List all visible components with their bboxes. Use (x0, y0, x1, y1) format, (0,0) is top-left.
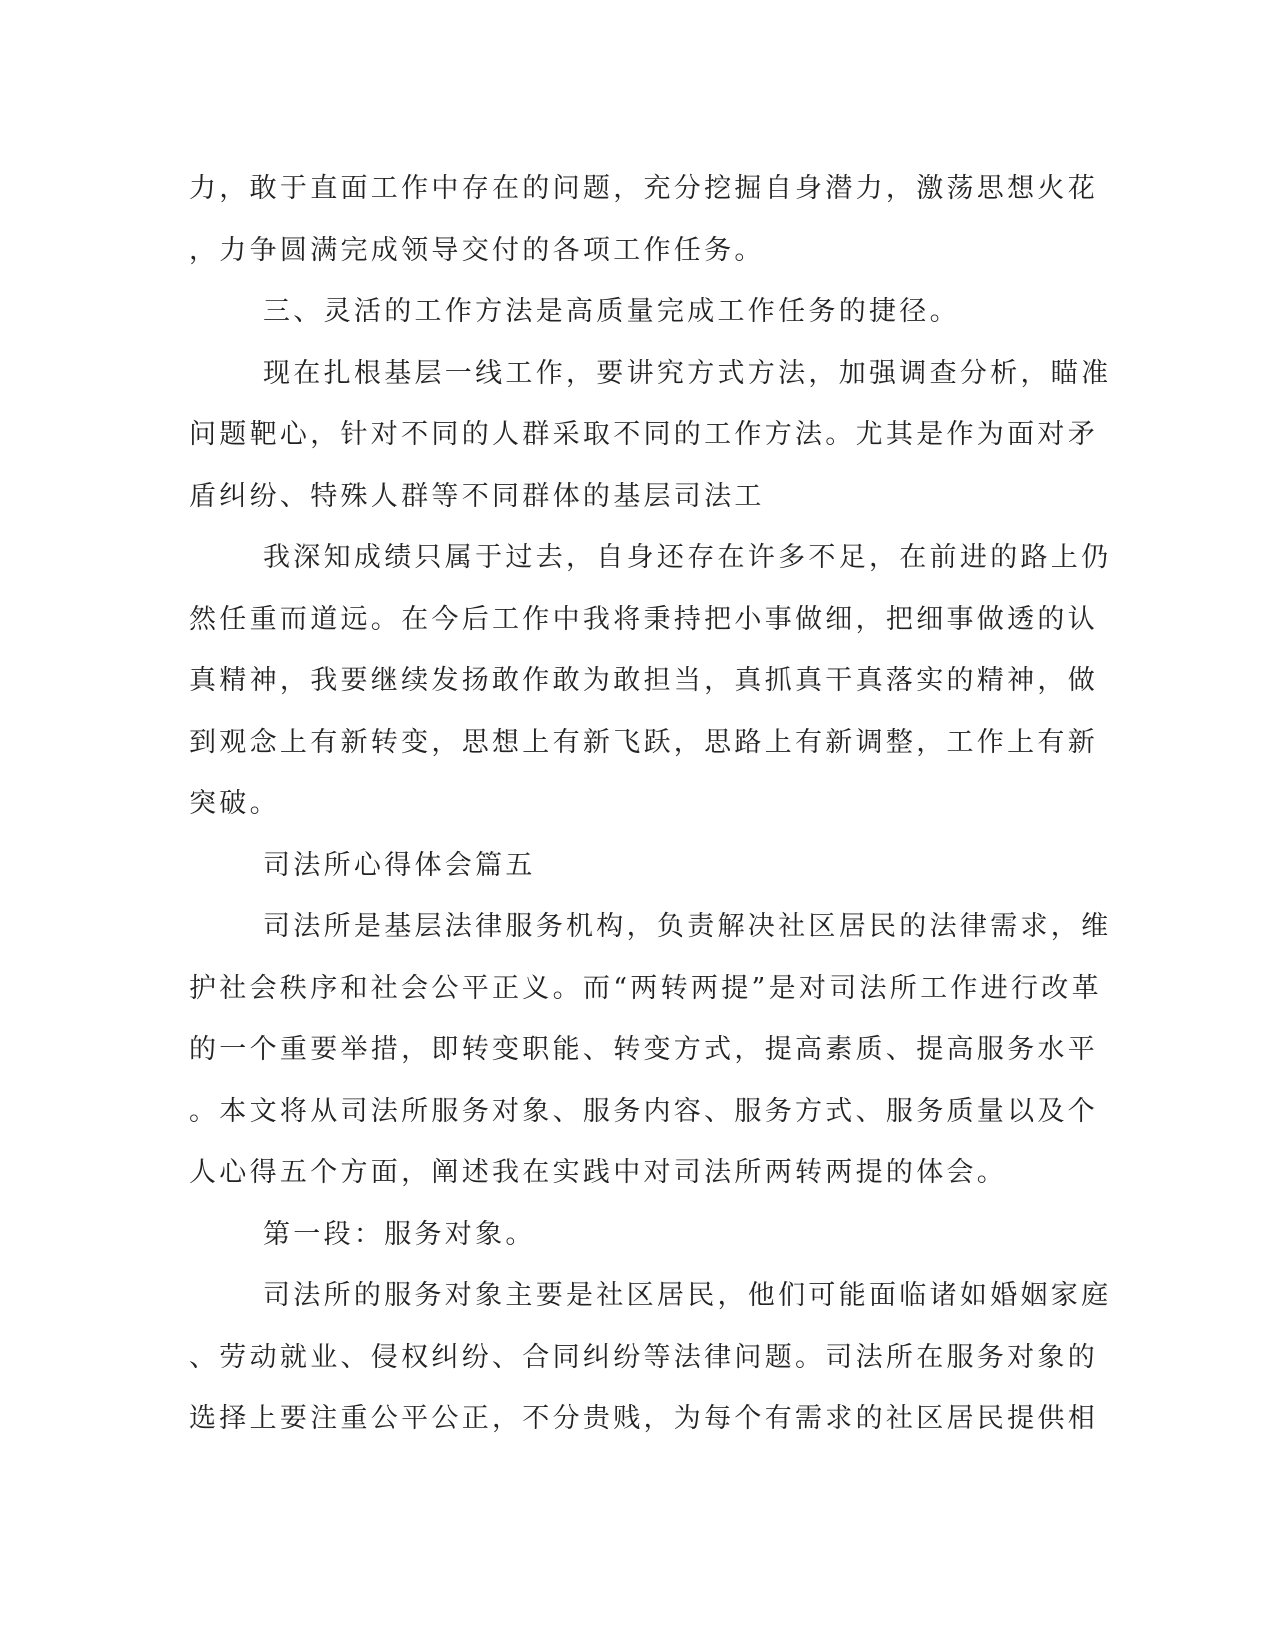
text-line: 我深知成绩只属于过去，自身还存在许多不足，在前进的路上仍 (263, 542, 1112, 573)
section-heading-line: 三、灵活的工作方法是高质量完成工作任务的捷径。 (263, 296, 960, 327)
section-heading-line: 第一段：服务对象。 (263, 1218, 536, 1250)
text-line: 突破。 (189, 788, 280, 819)
text-line: 司法所的服务对象主要是社区居民，他们可能面临诸如婚姻家庭 (263, 1280, 1112, 1311)
text-line: 到观念上有新转变，思想上有新飞跃，思路上有新调整，工作上有新 (189, 726, 1098, 758)
text-line: 然任重而道远。在今后工作中我将秉持把小事做细，把细事做透的认 (189, 603, 1098, 635)
text-line: 人心得五个方面，阐述我在实践中对司法所两转两提的体会。 (189, 1157, 1008, 1188)
text-line: 护社会秩序和社会公平正义。而“两转两提”是对司法所工作进行改革 (189, 972, 1102, 1004)
text-line: 现在扎根基层一线工作，要讲究方式方法，加强调查分析，瞄准 (263, 357, 1112, 389)
text-line: 。本文将从司法所服务对象、服务内容、服务方式、服务质量以及个 (189, 1095, 1098, 1127)
text-line: 选择上要注重公平公正，不分贵贱，为每个有需求的社区居民提供相 (189, 1403, 1098, 1434)
chapter-title-line: 司法所心得体会篇五 (263, 849, 536, 881)
text-line: ，力争圆满完成领导交付的各项工作任务。 (189, 234, 765, 266)
text-line: 的一个重要举措，即转变职能、转变方式，提高素质、提高服务水平 (189, 1034, 1098, 1065)
text-line: 盾纠纷、特殊人群等不同群体的基层司法工 (189, 480, 765, 512)
text-line: 力，敢于直面工作中存在的问题，充分挖掘自身潜力，激荡思想火花 (189, 173, 1098, 204)
body-text (189, 158, 1112, 1450)
text-line: 问题靶心，针对不同的人群采取不同的工作方法。尤其是作为面对矛 (189, 419, 1098, 450)
text-line: 真精神，我要继续发扬敢作敢为敢担当，真抓真干真落实的精神，做 (189, 665, 1098, 696)
text-line: 司法所是基层法律服务机构，负责解决社区居民的法律需求，维 (263, 911, 1112, 942)
text-line: 、劳动就业、侵权纠纷、合同纠纷等法律问题。司法所在服务对象的 (189, 1341, 1098, 1373)
